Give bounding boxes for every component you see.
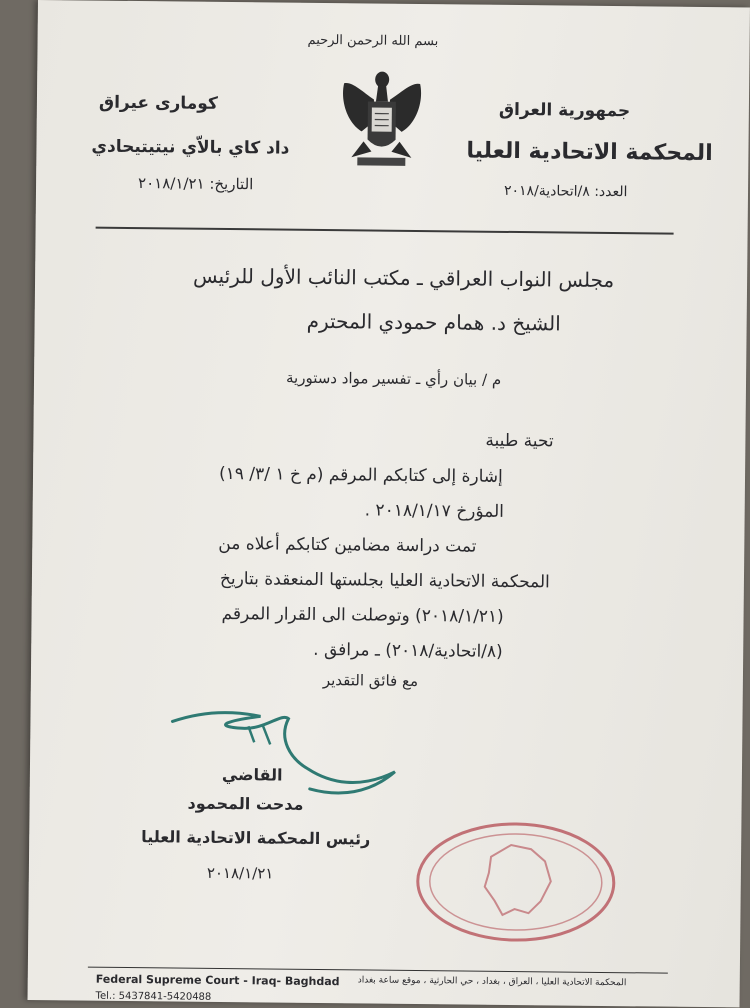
signatory-position: رئيس المحكمة الاتحادية العليا (141, 827, 370, 848)
document-number: العدد: ٨/اتحادية/٢٠١٨ (504, 183, 628, 200)
addressee-name: الشيخ د. همام حمودي المحترم (307, 309, 561, 336)
body-line: إشارة إلى كتابكم المرقم (م خ ١ /٣/ ١٩) (219, 464, 503, 487)
body-line: المؤرخ ٢٠١٨/١/١٧ . (365, 500, 504, 521)
court-name: المحكمة الاتحادية العليا (466, 138, 712, 166)
document-date: التاريخ: ٢٠١٨/١/٢١ (138, 174, 253, 193)
footer-english-address: Federal Supreme Court - Iraq- Baghdad (96, 973, 340, 989)
country-name: جمهورية العراق (499, 100, 631, 121)
court-seal-stamp-icon (410, 816, 621, 948)
greeting: تحية طيبة (485, 431, 553, 452)
body-line: المحكمة الاتحادية العليا بجلستها المنعقدة بتاريخ (220, 569, 550, 592)
kurdish-court-name: داد كاي بالاّي نيتيتيحادي (91, 137, 289, 159)
footer-arabic-address: المحكمة الاتحادية العليا ، العراق ، بغداد ، حي الحارثية ، موقع ساعة بغداد (358, 975, 627, 988)
document-page (28, 0, 750, 1007)
body-line: تمت دراسة مضامين كتابكم أعلاه من (218, 534, 476, 557)
body-line: (٨/اتحادية/٢٠١٨) ـ مرافق . (313, 640, 503, 662)
signatory-name: مدحت المحمود (187, 794, 303, 814)
body-line: (٢٠١٨/١/٢١) وتوصلت الى القرار المرقم (221, 604, 503, 627)
signatory-title: القاضي (222, 765, 283, 785)
signature-date: ٢٠١٨/١/٢١ (207, 864, 274, 883)
eagle-emblem-icon (321, 61, 442, 172)
basmala: بسم الله الرحمن الرحيم (308, 33, 439, 49)
kurdish-country-name: كو‌ماری عیراق (99, 93, 218, 114)
closing-phrase: مع فائق التقدير (323, 671, 418, 690)
addressee-organization: مجلس النواب العراقي ـ مكتب النائب الأول للرئيس (193, 264, 614, 292)
handwritten-signature-icon (170, 707, 411, 800)
footer-telephone: Tel.: 5437841-5420488 (96, 991, 212, 1003)
header-divider (96, 227, 674, 235)
subject-line: م / بيان رأي ـ تفسير مواد دستورية (286, 369, 501, 389)
